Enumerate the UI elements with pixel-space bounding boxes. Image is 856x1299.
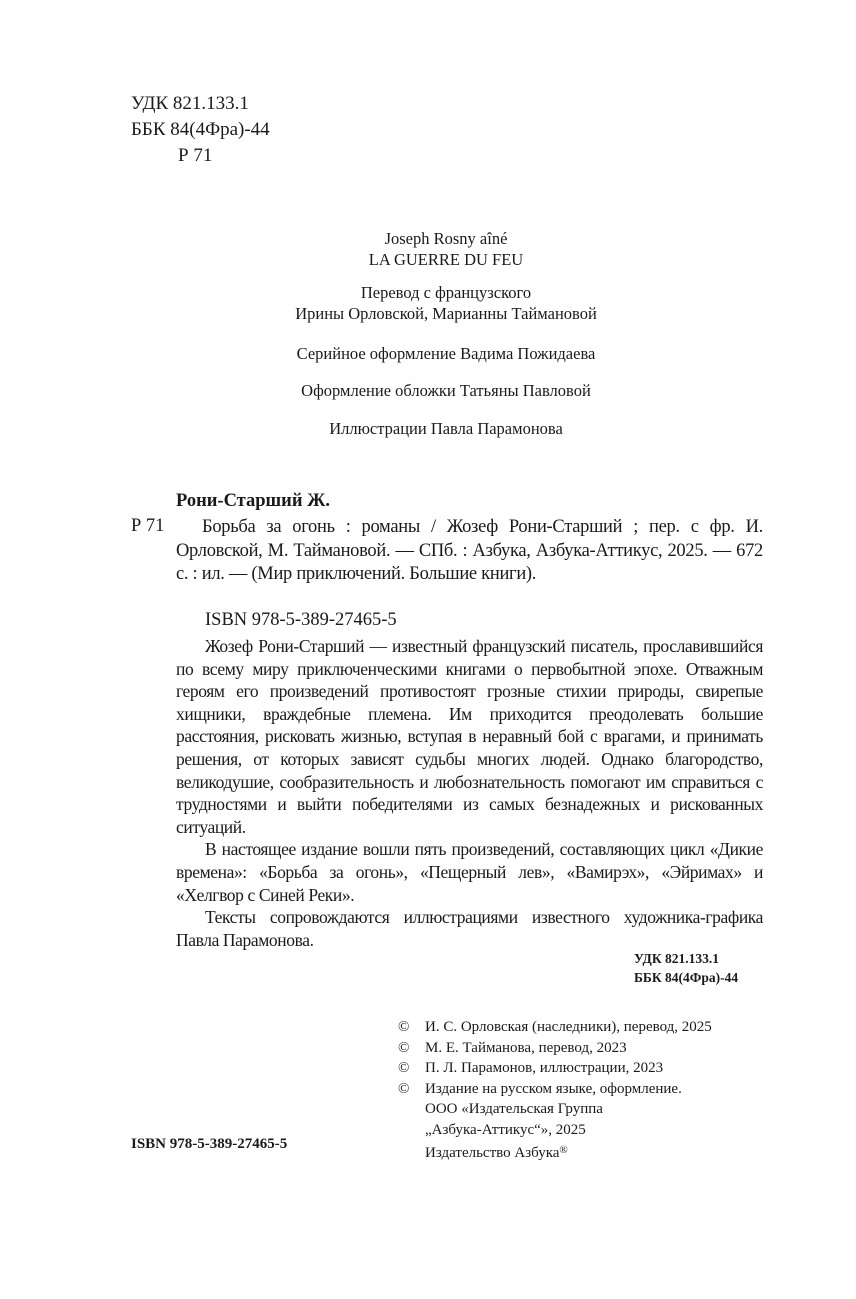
copyright-icon: © xyxy=(398,1039,410,1056)
bbk-index: ББК 84(4Фра)-44 xyxy=(131,119,270,140)
annotation-paragraph: Жозеф Рони-Старший — известный французский писатель, прославившийся по всему миру приключенческими книгами о первобытной эпохе. Отважным героям его произведений противостоят грозные стихии природы, свирепые хищники, враждебные племена. Им приходится преодолевать большие расстояния, рисковать жизнью, вступая в неравный бой с врагами, и принимать решения, от которых зависят судьбы многих людей. Однако благородство, великодушие, сообразительность и любознательность помогают им справиться с трудностями и выйти победителями из самых безнадежных и рискованных ситуаций. xyxy=(176,636,763,837)
copyright-text: Издание на русском языке, оформление. xyxy=(425,1080,682,1097)
isbn-bottom: ISBN 978-5-389-27465-5 xyxy=(131,1136,288,1152)
udk-index: УДК 821.133.1 xyxy=(131,93,249,114)
udk-index-right: УДК 821.133.1 xyxy=(634,951,719,966)
publisher-line xyxy=(425,1140,682,1164)
copyright-item xyxy=(398,1058,712,1079)
catalog-record: Борьба за огонь : романы / Жозеф Рони-Старший ; пер. с фр. И. Орловской, М. Таймановой. — СПб. : Азбука, Азбука-Аттикус, 2025. — 672 с. : ил. — (Мир приключений. Большие книги). xyxy=(176,517,763,584)
catalog-code: Р 71 xyxy=(131,516,165,536)
copyright-item xyxy=(398,1079,712,1164)
copyright-icon: © xyxy=(398,1080,410,1097)
annotation-paragraph: Тексты сопровождаются иллюстрациями известного художника-графика Павла Парамонова. xyxy=(176,907,763,950)
copyright-text: Издательство Азбука xyxy=(425,1145,560,1161)
catalog-isbn: ISBN 978-5-389-27465-5 xyxy=(205,610,397,630)
bbk-index-right: ББК 84(4Фра)-44 xyxy=(634,970,739,985)
author-mark: Р 71 xyxy=(178,145,213,166)
cover-design-credit: Оформление обложки Татьяны Павловой xyxy=(301,381,591,400)
copyright-text: М. Е. Тайманова, перевод, 2023 xyxy=(425,1039,627,1056)
copyright-item xyxy=(398,1017,712,1038)
original-author: Joseph Rosny aîné xyxy=(384,229,508,248)
original-title: LA GUERRE DU FEU xyxy=(368,250,524,269)
translation-credit-line2: Ирины Орловской, Марианны Таймановой xyxy=(295,304,597,323)
copyright-text: П. Л. Парамонов, иллюстрации, 2023 xyxy=(425,1060,664,1076)
copyright-block xyxy=(398,1017,712,1164)
annotation-paragraph: В настоящее издание вошли пять произведений, составляющих цикл «Дикие времена»: «Борьба за огонь», «Пещерный лев», «Вамирэх», «Эйримах» и «Хелгвор с Синей Реки». xyxy=(176,839,763,905)
annotation xyxy=(176,635,763,951)
catalog-author: Рони-Старший Ж. xyxy=(176,491,331,511)
copyright-text: И. С. Орловская (наследники), перевод, 2025 xyxy=(425,1019,712,1035)
translation-credit-line1: Перевод с французского xyxy=(360,283,532,302)
copyright-text: „Азбука-Аттикус“», 2025 xyxy=(425,1121,586,1138)
copyright-icon: © xyxy=(398,1060,410,1076)
series-design-credit: Серийное оформление Вадима Пожидаева xyxy=(296,344,596,363)
illustrations-credit: Иллюстрации Павла Парамонова xyxy=(329,419,563,438)
copyright-item xyxy=(398,1038,712,1059)
copyright-text: ООО «Издательская Группа xyxy=(425,1101,603,1117)
copyright-icon: © xyxy=(398,1019,410,1035)
registered-trademark-icon: ® xyxy=(559,1144,568,1156)
